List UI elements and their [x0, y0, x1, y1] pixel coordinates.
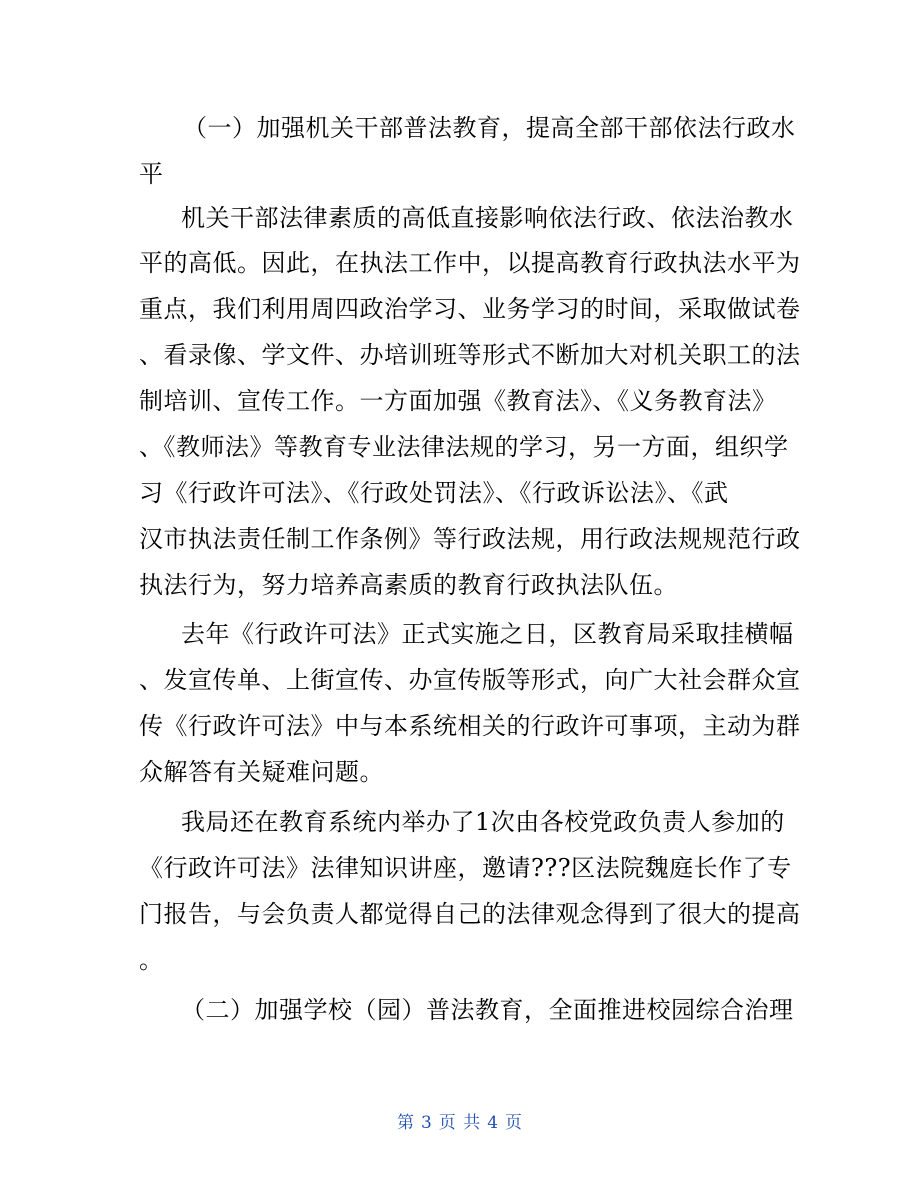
text-line: 、《教师法》等教育专业法律法规的学习，另一方面，组织学 — [139, 433, 789, 461]
text-line: 门报告，与会负责人都觉得自己的法律观念得到了很大的提高 — [139, 900, 801, 928]
section-heading-2: （二）加强学校（园）普法教育，全面推进校园综合治理 — [181, 996, 794, 1024]
text-line: 传《行政许可法》中与本系统相关的行政许可事项，主动为群 — [139, 712, 801, 740]
page-footer — [0, 1112, 920, 1134]
footer-total-pages: 4 — [487, 1113, 500, 1133]
text-line: 《行政许可法》法律知识讲座，邀请???区法院魏庭长作了专 — [139, 854, 792, 882]
text-line: 、看录像、学文件、办培训班等形式不断加大对机关职工的法 — [139, 341, 801, 369]
text-line: 执法行为，努力培养高素质的教育行政执法队伍。 — [139, 571, 678, 599]
text-line: 去年《行政许可法》正式实施之日，区教育局采取挂横幅 — [181, 620, 794, 648]
text-line: 我局还在教育系统内举办了1次由各校党政负责人参加的 — [181, 808, 785, 836]
footer-current-page: 3 — [420, 1113, 433, 1133]
text-line: 平 — [139, 160, 164, 188]
text-line: 众解答有关疑难问题。 — [139, 758, 384, 786]
text-line: 、发宣传单、上街宣传、办宣传版等形式，向广大社会群众宣 — [139, 666, 801, 694]
text-line: 制培训、宣传工作。一方面加强《教育法》、《义务教育法》 — [139, 387, 777, 415]
footer-middle: 页 共 — [438, 1113, 482, 1133]
text-line: 汉市执法责任制工作条例》等行政法规，用行政法规规范行政 — [139, 525, 801, 553]
footer-suffix: 页 — [505, 1113, 524, 1133]
text-line: 机关干部法律素质的高低直接影响依法行政、依法治教水 — [181, 204, 794, 232]
section-heading-1: （一）加强机关干部普法教育，提高全部干部依法行政水 — [183, 114, 796, 142]
text-line: 重点，我们利用周四政治学习、业务学习的时间，采取做试卷 — [139, 295, 801, 323]
footer-prefix: 第 — [396, 1113, 415, 1133]
text-line: 。 — [139, 946, 164, 974]
text-line: 平的高低。因此，在执法工作中，以提高教育行政执法水平为 — [139, 249, 801, 277]
text-line: 习《行政许可法》、《行政处罚法》、《行政诉讼法》、《武 — [139, 479, 729, 507]
